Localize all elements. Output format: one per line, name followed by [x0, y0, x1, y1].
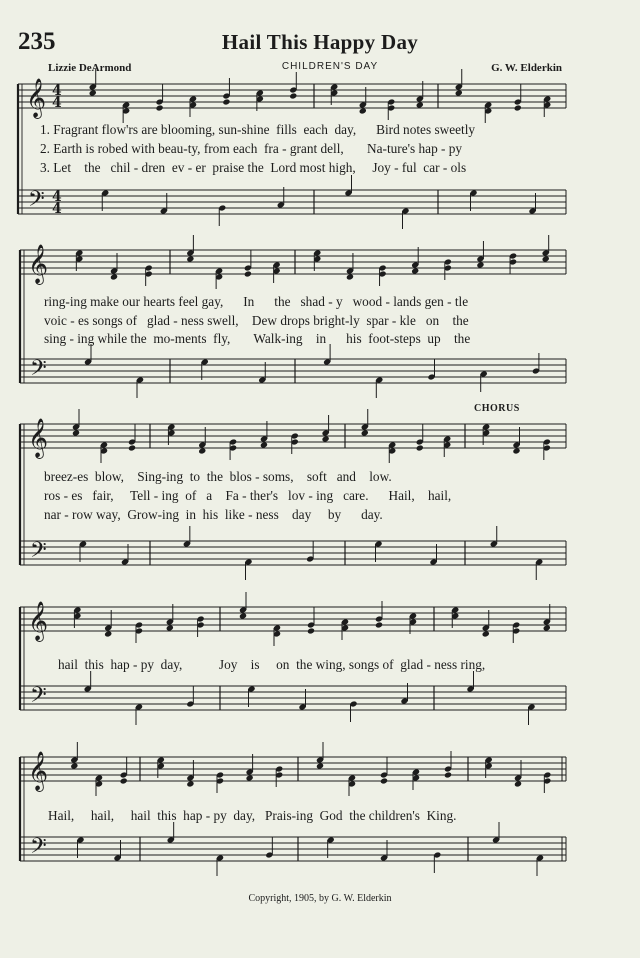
- note-treble-1: [89, 89, 97, 96]
- note-treble-1: [156, 104, 164, 111]
- lyric-verse-1-line-3: breez-es blow, Sing-ing to the blos - soms, soft and low.: [44, 469, 392, 484]
- hymn-title: Hail This Happy Day: [221, 30, 419, 54]
- note-treble-3: [512, 447, 520, 454]
- note-treble-2: [411, 267, 419, 274]
- copyright-notice: Copyright, 1905, by G. W. Elderkin: [248, 893, 392, 904]
- bass-staff-3: [20, 541, 566, 565]
- note-treble-2: [244, 270, 252, 277]
- note-treble-3: [198, 447, 206, 454]
- note-treble-2: [542, 255, 550, 262]
- lyric-verse-1-line-1: 1. Fragrant flow'rs are blooming, sun-shine fills each day, Bird notes sweetly: [40, 122, 476, 137]
- bass-clef-4: 𝄢: [30, 683, 47, 713]
- bass-clef-5: 𝄢: [30, 834, 47, 864]
- lyricist-credit: Lizzie DeArmond: [48, 62, 132, 74]
- lyric-verse-3-line-3: nar - row way, Grow-ing in his like - ness day by day.: [44, 507, 383, 522]
- hymn-number: 235: [18, 28, 56, 55]
- note-treble-4: [104, 630, 112, 637]
- bass-clef-1: 𝄢: [28, 187, 45, 217]
- note-treble-3: [260, 441, 268, 448]
- bass-staff-2: [20, 359, 566, 383]
- note-treble-3: [128, 444, 136, 451]
- lyric-chorus-line-1: hail this hap - py day, Joy is on the wing, songs of glad - ness ring,: [58, 657, 486, 672]
- treble-clef-1: 𝄞: [26, 78, 47, 118]
- note-treble-5: [514, 780, 522, 787]
- composer-credit: G. W. Elderkin: [491, 62, 562, 74]
- lyric-verse-2-line-1: 2. Earth is robed with beau-ty, from each fra - grant dell, Na-ture's hap - py: [40, 141, 463, 156]
- lyric-verse-3-line-2: sing - ing while the mo-ments fly, Walk-ing in his foot-steps up the: [44, 331, 471, 346]
- lyric-verse-3-line-1: 3. Let the chil - dren ev - er praise the Lord most high, Joy - ful car - ols: [40, 160, 467, 175]
- lyric-verse-1-line-2: ring-ing make our hearts feel gay, In the shad - y wood - lands gen - tle: [44, 294, 469, 309]
- treble-clef-4: 𝄞: [28, 601, 49, 641]
- time-signature-treble: 4: [52, 95, 62, 111]
- note-treble-4: [166, 624, 174, 631]
- note-treble-5: [316, 762, 324, 769]
- note-treble-5: [70, 762, 78, 769]
- treble-clef-3: 𝄞: [28, 418, 49, 458]
- note-treble-1: [514, 104, 522, 111]
- note-treble-1: [416, 101, 424, 108]
- lyric-chorus-line-2: Hail, hail, hail this hap - py day, Prais-ing God the children's King.: [48, 808, 457, 823]
- bass-clef-2: 𝄢: [30, 356, 47, 386]
- note-treble-4: [307, 627, 315, 634]
- lyric-verse-2-line-3: ros - es fair, Tell - ing of a Fa - ther's lov - ing care. Hail, hail,: [44, 488, 452, 503]
- bass-clef-3: 𝄢: [30, 538, 47, 568]
- time-signature-treble: 4: [52, 83, 62, 99]
- note-treble-3: [322, 435, 330, 442]
- note-treble-3: [416, 444, 424, 451]
- note-treble-5: [246, 774, 254, 781]
- bass-staff-4: [20, 686, 566, 710]
- note-treble-1: [289, 92, 297, 99]
- chorus-label: CHORUS: [474, 403, 520, 414]
- note-treble-4: [375, 621, 383, 628]
- note-treble-1: [359, 107, 367, 114]
- bass-staff-1: [18, 190, 566, 214]
- bass-staff-5: [20, 837, 566, 861]
- note-treble-1: [222, 98, 230, 105]
- note-treble-2: [346, 273, 354, 280]
- treble-staff-2: [20, 250, 566, 274]
- time-signature-bass: 4: [52, 201, 62, 217]
- note-treble-2: [476, 261, 484, 268]
- note-treble-5: [380, 777, 388, 784]
- occasion-label: CHILDREN'S DAY: [281, 61, 379, 72]
- note-treble-3: [72, 429, 80, 436]
- treble-clef-2: 𝄞: [28, 244, 49, 284]
- note-treble-5: [444, 771, 452, 778]
- note-treble-5: [120, 777, 128, 784]
- note-treble-5: [186, 780, 194, 787]
- time-signature-bass: 4: [52, 189, 62, 205]
- note-treble-3: [361, 429, 369, 436]
- treble-clef-5: 𝄞: [28, 751, 49, 791]
- note-treble-2: [186, 255, 194, 262]
- note-treble-2: [110, 273, 118, 280]
- note-treble-1: [455, 89, 463, 96]
- lyric-verse-2-line-2: voic - es songs of glad - ness swell, Dew drops bright-ly spar - kle on the: [44, 313, 469, 328]
- note-treble-4: [482, 630, 490, 637]
- note-treble-4: [239, 612, 247, 619]
- note-treble-4: [543, 624, 551, 631]
